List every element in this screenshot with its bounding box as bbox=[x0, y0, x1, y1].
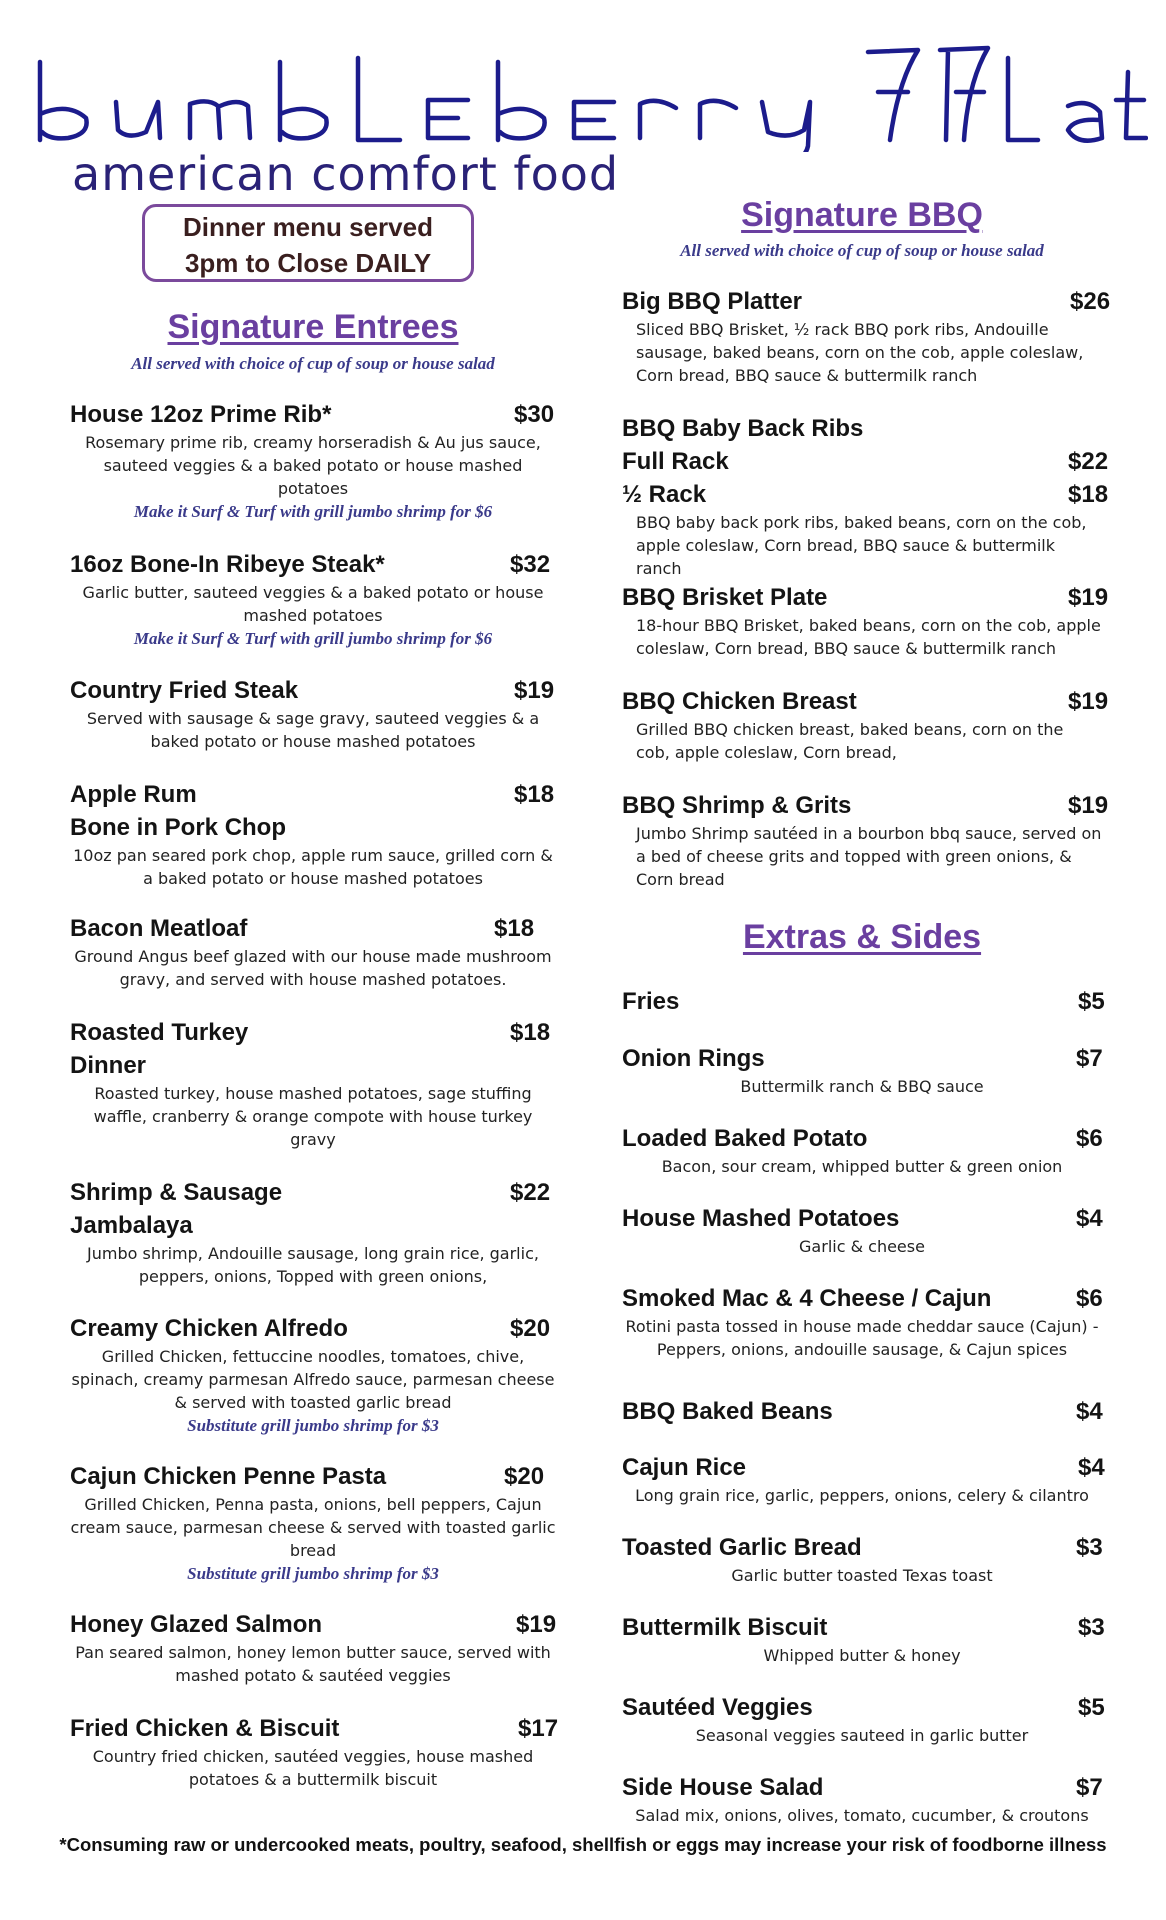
item-name-line-2: Dinner bbox=[70, 1052, 147, 1079]
menu-item bbox=[622, 1122, 1102, 1178]
item-price: $3 bbox=[1076, 1534, 1103, 1561]
menu-item bbox=[622, 1395, 1102, 1428]
item-name: BBQ Baby Back Ribs bbox=[622, 415, 864, 442]
item-note: Substitute grill jumbo shrimp for $3 bbox=[187, 1416, 439, 1435]
menu-item bbox=[70, 548, 556, 650]
item-price: $22 bbox=[510, 1179, 551, 1206]
item-name: BBQ Chicken Breast bbox=[622, 688, 857, 715]
item-price: $7 bbox=[1076, 1045, 1103, 1072]
item-description: Grilled Chicken, Penna pasta, onions, bell peppers, Cajun cream sauce, parmesan cheese & served with toasted garlic bread bbox=[70, 1495, 556, 1560]
item-description: 18-hour BBQ Brisket, baked beans, corn on the cob, apple coleslaw, Corn bread, BBQ sauce & buttermilk ranch bbox=[636, 616, 1101, 658]
menu-item bbox=[622, 581, 1109, 660]
menu-item bbox=[70, 912, 556, 991]
item-name: Buttermilk Biscuit bbox=[622, 1614, 828, 1641]
item-description: Served with sausage & sage gravy, sauteed veggies & a baked potato or house mashed potatoes bbox=[86, 709, 540, 751]
menu-item bbox=[70, 1312, 556, 1437]
item-price: $4 bbox=[1076, 1205, 1103, 1232]
item-price: $3 bbox=[1078, 1614, 1105, 1641]
item-price: $19 bbox=[516, 1611, 557, 1638]
item-note: Make it Surf & Turf with grill jumbo shrimp for $6 bbox=[133, 629, 493, 648]
brand-logo bbox=[28, 22, 1148, 152]
menu-item bbox=[70, 1176, 556, 1288]
item-name: Smoked Mac & 4 Cheese / Cajun bbox=[622, 1285, 992, 1312]
hours-box bbox=[142, 204, 474, 282]
item-description: Whipped butter & honey bbox=[763, 1646, 961, 1665]
signature-entrees-list bbox=[70, 398, 559, 1818]
extras-sides-list bbox=[622, 985, 1105, 1825]
item-name: Big BBQ Platter bbox=[622, 288, 803, 315]
item-name: Onion Rings bbox=[622, 1045, 765, 1072]
item-name: Shrimp & Sausage bbox=[70, 1179, 283, 1206]
item-name: BBQ Shrimp & Grits bbox=[622, 792, 852, 819]
item-description: Pan seared salmon, honey lemon butter sauce, served with mashed potato & sautéed veggies bbox=[75, 1643, 551, 1685]
item-name: Sautéed Veggies bbox=[622, 1694, 813, 1721]
item-name: House 12oz Prime Rib* bbox=[70, 401, 332, 428]
item-name: Toasted Garlic Bread bbox=[622, 1534, 862, 1561]
item-name: Fries bbox=[622, 988, 680, 1015]
item-price: $5 bbox=[1078, 1694, 1105, 1721]
item-name: Honey Glazed Salmon bbox=[70, 1611, 323, 1638]
item-name: House Mashed Potatoes bbox=[622, 1205, 900, 1232]
menu-item bbox=[70, 1016, 556, 1151]
menu-item bbox=[622, 412, 1109, 580]
item-variant-half-rack: ½ Rack bbox=[622, 481, 707, 508]
item-price: $18 bbox=[514, 781, 555, 808]
item-note: Substitute grill jumbo shrimp for $3 bbox=[187, 1564, 439, 1583]
menu-item bbox=[622, 1691, 1105, 1747]
item-description: Bacon, sour cream, whipped butter & green onion bbox=[661, 1157, 1063, 1176]
hours-line-1: Dinner menu served bbox=[183, 212, 433, 242]
menu-item bbox=[622, 1042, 1102, 1098]
item-price: $19 bbox=[1068, 688, 1109, 715]
item-price: $20 bbox=[504, 1463, 545, 1490]
item-variant-full-rack: Full Rack bbox=[622, 448, 729, 475]
item-price-full-rack: $22 bbox=[1068, 448, 1109, 475]
menu-item bbox=[622, 1451, 1105, 1507]
item-note: Make it Surf & Turf with grill jumbo shrimp for $6 bbox=[133, 502, 493, 521]
item-name: Bacon Meatloaf bbox=[70, 915, 248, 942]
item-name: Creamy Chicken Alfredo bbox=[70, 1315, 348, 1342]
menu-item bbox=[70, 778, 556, 890]
item-price: $18 bbox=[510, 1019, 551, 1046]
item-price: $26 bbox=[1070, 288, 1111, 315]
menu-item bbox=[622, 789, 1109, 891]
item-description: Rotini pasta tossed in house made cheddar sauce (Cajun) - Peppers, onions, andouille sausage, & Cajun spices bbox=[625, 1317, 1099, 1359]
menu-item bbox=[622, 985, 1105, 1018]
item-name: Apple Rum bbox=[70, 781, 197, 808]
item-description: Garlic butter toasted Texas toast bbox=[731, 1566, 993, 1585]
item-name: Roasted Turkey bbox=[70, 1019, 249, 1046]
item-name: BBQ Brisket Plate bbox=[622, 584, 828, 611]
item-description: Roasted turkey, house mashed potatoes, sage stuffing waffle, cranberry & orange compote with house turkey gravy bbox=[93, 1084, 533, 1149]
menu-item bbox=[622, 285, 1111, 387]
item-price-half-rack: $18 bbox=[1068, 481, 1109, 508]
item-price: $5 bbox=[1078, 988, 1105, 1015]
signature-bbq-subtitle: All served with choice of cup of soup or house salad bbox=[680, 241, 1044, 260]
item-name: Side House Salad bbox=[622, 1774, 824, 1801]
allergen-disclaimer: *Consuming raw or undercooked meats, poultry, seafood, shellfish or eggs may increase your risk of foodborne illness bbox=[59, 1834, 1107, 1855]
item-price: $19 bbox=[514, 677, 555, 704]
item-price: $7 bbox=[1076, 1774, 1103, 1801]
menu-item bbox=[70, 398, 556, 523]
menu-item bbox=[622, 1202, 1102, 1258]
menu-item bbox=[70, 674, 556, 753]
item-description: Salad mix, onions, olives, tomato, cucumber, & croutons bbox=[635, 1806, 1089, 1825]
item-price: $18 bbox=[494, 915, 535, 942]
signature-entrees-subtitle: All served with choice of cup of soup or house salad bbox=[131, 354, 495, 373]
item-name: Country Fried Steak bbox=[70, 677, 299, 704]
item-description: Jumbo shrimp, Andouille sausage, long grain rice, garlic, peppers, onions, Topped with green onions, bbox=[87, 1244, 539, 1286]
item-name: Cajun Rice bbox=[622, 1454, 747, 1481]
item-price: $17 bbox=[518, 1715, 559, 1742]
item-description: Long grain rice, garlic, peppers, onions, celery & cilantro bbox=[635, 1486, 1089, 1505]
item-description: Sliced BBQ Brisket, ½ rack BBQ pork ribs, Andouille sausage, baked beans, corn on the cob, apple coleslaw, Corn bread, BBQ sauce & buttermilk ranch bbox=[636, 320, 1084, 385]
item-price: $6 bbox=[1076, 1125, 1103, 1152]
item-name: Loaded Baked Potato bbox=[622, 1125, 868, 1152]
item-price: $4 bbox=[1078, 1454, 1105, 1481]
item-description: BBQ baby back pork ribs, baked beans, corn on the cob, apple coleslaw, Corn bread, BBQ sauce & buttermilk ranch bbox=[636, 513, 1087, 578]
menu-item bbox=[70, 1712, 559, 1791]
item-name: Fried Chicken & Biscuit bbox=[70, 1715, 340, 1742]
item-description: 10oz pan seared pork chop, apple rum sauce, grilled corn & a baked potato or house mashed potatoes bbox=[73, 846, 553, 888]
item-description: Jumbo Shrimp sautéed in a bourbon bbq sauce, served on a bed of cheese grits and topped with green onions, & Corn bread bbox=[636, 824, 1102, 889]
item-name: 16oz Bone-In Ribeye Steak* bbox=[70, 551, 385, 578]
item-description: Grilled Chicken, fettuccine noodles, tomatoes, chive, spinach, creamy parmesan Alfredo sauce, parmesan cheese & served with toasted garlic bread bbox=[71, 1347, 555, 1412]
item-price: $32 bbox=[510, 551, 551, 578]
item-description: Grilled BBQ chicken breast, baked beans, corn on the cob, apple coleslaw, Corn bread, bbox=[636, 720, 1064, 762]
item-description: Ground Angus beef glazed with our house made mushroom gravy, and served with house mashed potatoes. bbox=[74, 947, 552, 989]
item-description: Garlic butter, sauteed veggies & a baked potato or house mashed potatoes bbox=[82, 583, 544, 625]
menu-item bbox=[622, 1531, 1102, 1587]
item-price: $4 bbox=[1076, 1398, 1103, 1425]
item-price: $30 bbox=[514, 401, 555, 428]
extras-sides-title: Extras & Sides bbox=[742, 918, 982, 956]
menu-item bbox=[622, 685, 1109, 764]
menu-item bbox=[70, 1608, 556, 1687]
item-name: BBQ Baked Beans bbox=[622, 1398, 833, 1425]
item-price: $19 bbox=[1068, 792, 1109, 819]
hours-line-2: 3pm to Close DAILY bbox=[184, 248, 432, 278]
signature-bbq-list bbox=[622, 285, 1111, 905]
item-name-line-2: Jambalaya bbox=[70, 1212, 193, 1239]
menu-item bbox=[622, 1282, 1102, 1361]
menu-item bbox=[622, 1611, 1105, 1667]
item-description: Rosemary prime rib, creamy horseradish & Au jus sauce, sauteed veggies & a baked potato or house mashed potatoes bbox=[85, 433, 541, 498]
item-description: Country fried chicken, sautéed veggies, house mashed potatoes & a buttermilk biscuit bbox=[92, 1747, 534, 1789]
menu-item bbox=[70, 1460, 556, 1585]
item-description: Garlic & cheese bbox=[799, 1237, 925, 1256]
tagline: american comfort food bbox=[72, 147, 620, 201]
item-name-line-2: Bone in Pork Chop bbox=[70, 814, 286, 841]
item-name: Cajun Chicken Penne Pasta bbox=[70, 1463, 387, 1490]
signature-bbq-title: Signature BBQ bbox=[741, 196, 983, 234]
item-price: $6 bbox=[1076, 1285, 1103, 1312]
signature-entrees-title: Signature Entrees bbox=[167, 308, 459, 346]
item-price: $19 bbox=[1068, 584, 1109, 611]
menu-item bbox=[622, 1771, 1102, 1827]
item-description: Seasonal veggies sauteed in garlic butter bbox=[695, 1726, 1029, 1745]
item-price: $20 bbox=[510, 1315, 551, 1342]
item-description: Buttermilk ranch & BBQ sauce bbox=[740, 1077, 984, 1096]
